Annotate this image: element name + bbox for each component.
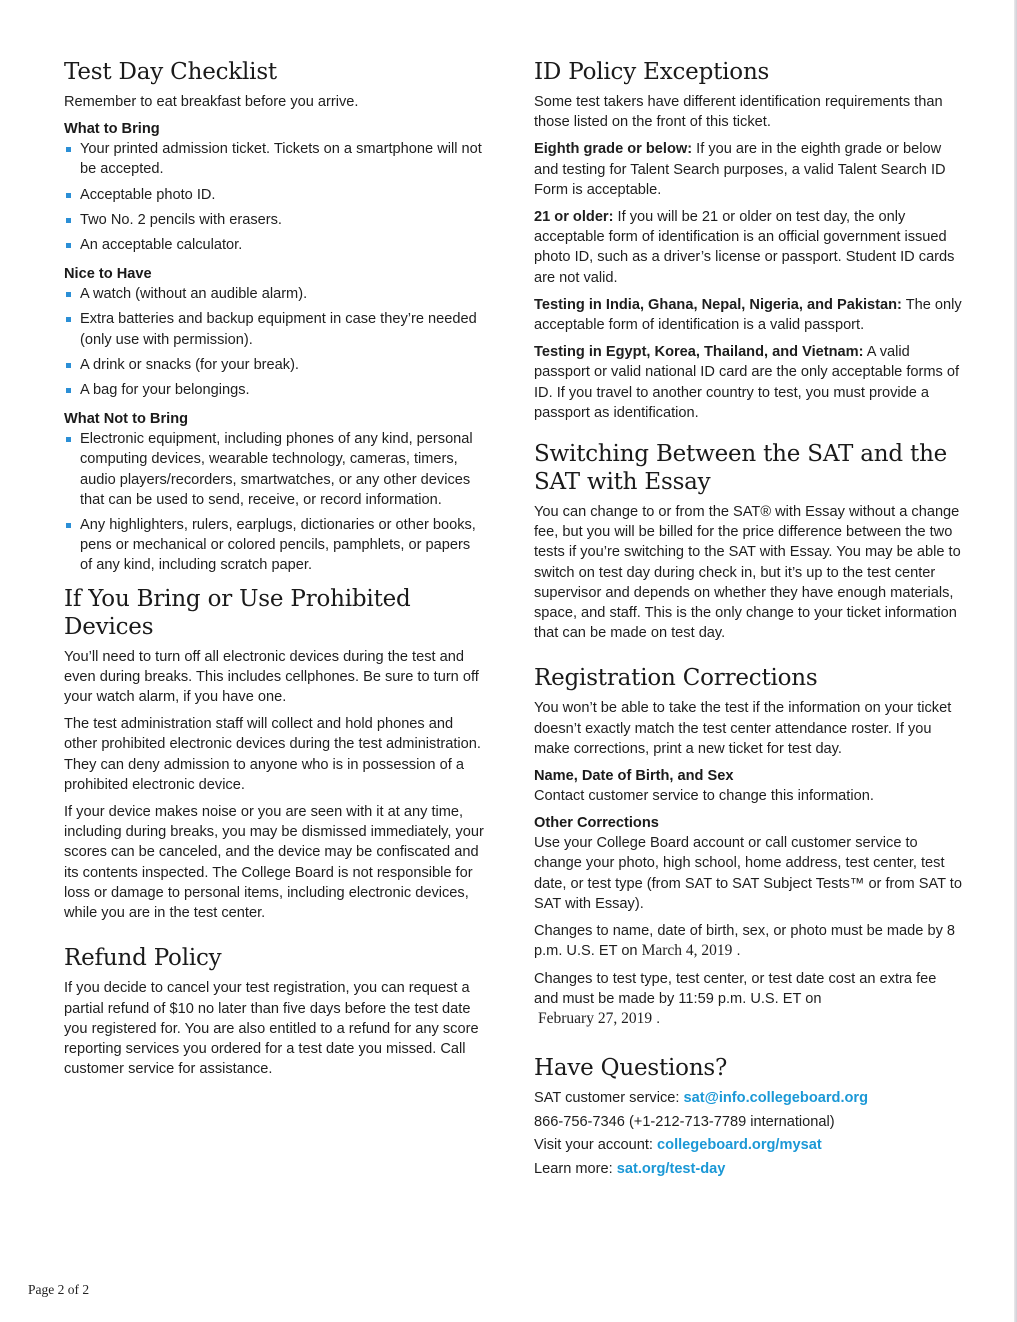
paragraph: If you decide to cancel your test registration, you can request a partial refund of $10 no later than five days before the test date you registered for. You are also entitled to a refund for any score reporting services you ordered for a test date you missed. Call customer service for assistance. — [64, 980, 479, 1078]
exception-lead: Testing in India, Ghana, Nepal, Nigeria, and Pakistan: — [534, 296, 902, 313]
prohibited-devices-section — [64, 585, 484, 924]
exception-lead: 21 or older: — [534, 209, 614, 226]
exception-lead: Eighth grade or below: — [534, 141, 693, 158]
right-column — [534, 58, 962, 1182]
section-title: Test Day Checklist — [64, 59, 277, 85]
service-label: SAT customer service: — [534, 1090, 680, 1107]
id-exception-item — [534, 139, 962, 200]
what-not-to-bring-list — [64, 429, 484, 575]
exception-text: If you are in the eighth grade or below and testing for Talent Search purposes, a valid Talent Search ID Form is acceptable. — [534, 141, 946, 198]
service-email-link[interactable]: sat@info.collegeboard.org — [683, 1090, 869, 1107]
paragraph: If your device makes noise or you are seen with it at any time, including during breaks, you may be dismissed immediately, your scores can be canceled, and the device may be confiscated and its contents inspected. The College Board is not responsible for loss or damage to personal items, including electronic devices, while you are in the test center. — [64, 804, 484, 922]
list-item: Acceptable photo ID. — [64, 185, 484, 205]
refund-policy-section — [64, 944, 484, 1079]
deadline-paragraph — [534, 969, 962, 1030]
group-heading: Nice to Have — [64, 266, 152, 283]
list-item: Extra batteries and backup equipment in case they’re needed (only use with permission). — [64, 309, 484, 349]
deadline-period: . — [656, 1010, 661, 1027]
paragraph: The test administration staff will collect and hold phones and other prohibited electronic devices during the test administration. They can deny admission to anyone who is in possession of a prohibited electronic device. — [64, 716, 481, 793]
subheading: Name, Date of Birth, and Sex — [534, 768, 734, 785]
section-title: Refund Policy — [64, 945, 222, 972]
paragraph: Contact customer service to change this information. — [534, 788, 874, 805]
id-policy-intro: Some test takers have different identification requirements than those listed on the front of this ticket. — [534, 94, 943, 131]
deadline-text: Changes to name, date of birth, sex, or photo must be made by 8 p.m. U.S. ET on — [534, 923, 956, 960]
account-link[interactable]: collegeboard.org/mysat — [657, 1137, 822, 1154]
section-title: If You Bring or Use Prohibited Devices — [64, 585, 411, 640]
phone-line: 866-756-7346 (+1-212-713-7789 international) — [534, 1113, 835, 1130]
list-item: A bag for your belongings. — [64, 380, 484, 400]
id-exception-item — [534, 342, 962, 423]
deadline-paragraph — [534, 921, 962, 961]
checklist-intro: Remember to eat breakfast before you arrive. — [64, 94, 359, 110]
deadline-date: March 4, 2019 — [641, 942, 733, 960]
deadline-period: . — [736, 943, 741, 960]
learn-more-link[interactable]: sat.org/test-day — [616, 1160, 726, 1177]
customer-service-line — [534, 1088, 962, 1109]
group-heading: What Not to Bring — [64, 411, 189, 428]
paragraph: You can change to or from the SAT® with Essay without a change fee, but you will be billed for the price difference between the two tests if you’re switching to the SAT with Essay. You may be able to switch on test day during check in, but it’s up to the test center supervisor and depends on whether they have enough materials, space, and staff. This is the only change to your ticket information that can be made on test day. — [534, 504, 961, 642]
exception-text: The only acceptable form of identification is a valid passport. — [534, 296, 962, 334]
exception-text: If you will be 21 or older on test day, the only acceptable form of identification is an official government issued photo ID, such as a driver’s license or passport. Student ID cards are not valid. — [534, 209, 955, 286]
paragraph: Use your College Board account or call customer service to change your photo, high school, home address, test center, test date, or test type (from SAT to SAT Subject Tests™ or from SAT to SAT with Essay). — [534, 835, 962, 912]
id-exception-item — [534, 207, 962, 288]
test-day-checklist-section — [64, 58, 484, 576]
list-item: Two No. 2 pencils with erasers. — [64, 210, 484, 230]
switching-section — [534, 440, 962, 643]
deadline-text: Changes to test type, test center, or test date cost an extra fee and must be made by 11:59 p.m. U.S. ET on — [534, 970, 937, 1007]
have-questions-section — [534, 1054, 962, 1179]
paragraph: You’ll need to turn off all electronic devices during the test and even during breaks. This includes cellphones. Be sure to turn off your watch alarm, if you have one. — [64, 648, 479, 706]
paragraph: You won’t be able to take the test if the information on your ticket doesn’t exactly match the test center attendance roster. If you make corrections, print a new ticket for test day. — [534, 700, 952, 757]
list-item: An acceptable calculator. — [64, 235, 484, 255]
subheading: Other Corrections — [534, 815, 659, 832]
exception-text: A valid passport or valid national ID card are the only acceptable forms of ID. If you travel to another country to test, you must provide a passport as identification. — [534, 344, 960, 421]
nice-to-have-list — [64, 284, 484, 400]
section-title: ID Policy Exceptions — [534, 59, 770, 85]
exception-lead: Testing in Egypt, Korea, Thailand, and Vietnam: — [534, 344, 864, 361]
group-heading: What to Bring — [64, 121, 160, 138]
list-item: Any highlighters, rulers, earplugs, dictionaries or other books, pens or mechanical or colored pencils, pamphlets, or papers of any kind, including scratch paper. — [64, 515, 484, 576]
list-item: A drink or snacks (for your break). — [64, 355, 484, 375]
left-column — [64, 58, 484, 1086]
page-number: Page 2 of 2 — [28, 1282, 90, 1297]
registration-corrections-section — [534, 664, 962, 1029]
list-item: Your printed admission ticket. Tickets on a smartphone will not be accepted. — [64, 139, 484, 179]
learn-more-line — [534, 1159, 962, 1180]
learn-label: Learn more: — [534, 1160, 613, 1177]
section-title: Switching Between the SAT and the SAT with Essay — [534, 441, 948, 496]
section-title: Registration Corrections — [534, 665, 818, 692]
id-policy-section — [534, 58, 962, 423]
deadline-date: February 27, 2019 — [538, 1009, 653, 1027]
id-exception-item — [534, 295, 962, 335]
what-to-bring-list — [64, 139, 484, 255]
account-line — [534, 1135, 962, 1156]
section-title: Have Questions? — [534, 1055, 728, 1082]
list-item: A watch (without an audible alarm). — [64, 284, 484, 304]
account-label: Visit your account: — [534, 1137, 653, 1154]
list-item: Electronic equipment, including phones of any kind, personal computing devices, wearable technology, cameras, timers, audio players/recorders, smartwatches, or any other devices that can be used to send, receive, or record information. — [64, 429, 484, 510]
